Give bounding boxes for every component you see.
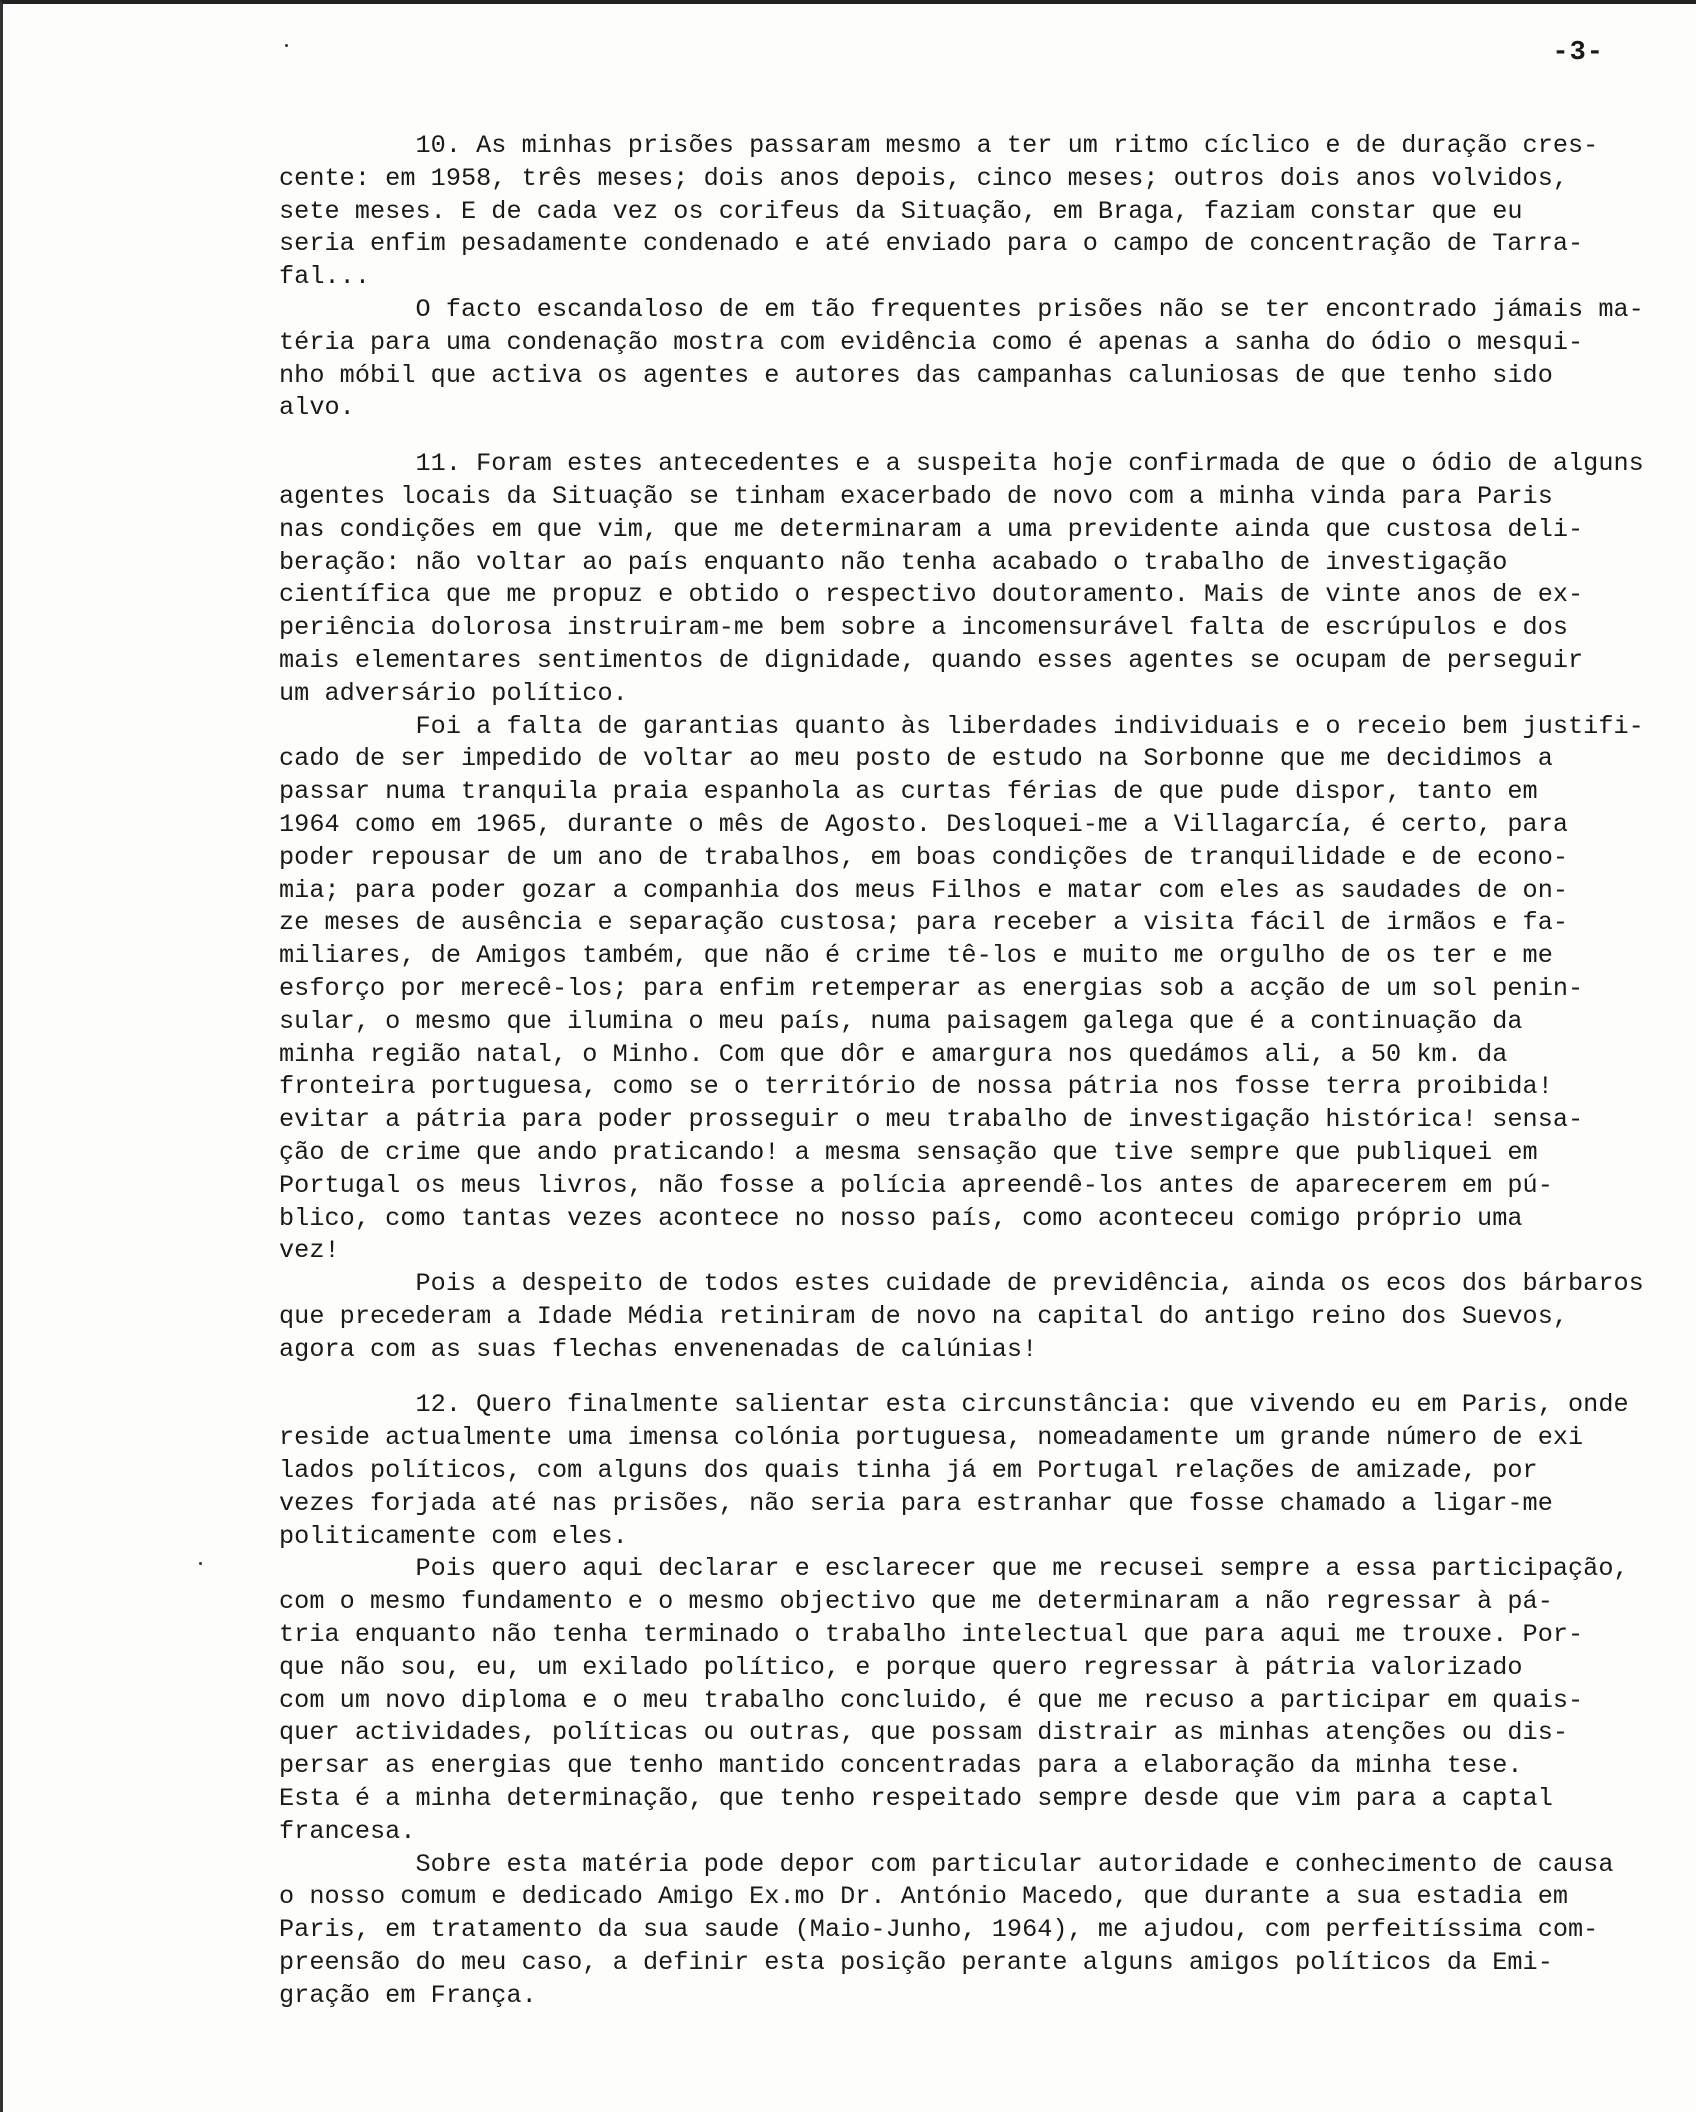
text-line: Pois a despeito de todos estes cuidade de previdência, ainda os ecos dos bárbaros [279,1269,1644,1299]
text-line: Foi a falta de garantias quanto às liberdades individuais e o receio bem justifi- [279,711,1644,741]
text-line: Paris, em tratamento da sua saude (Maio-Junho, 1964), me ajudou, com perfeitíssima com- [279,1915,1599,1945]
text-line: o nosso comum e dedicado Amigo Ex.mo Dr. António Macedo, que durante a sua estadia em [279,1882,1569,1912]
text-line: preensão do meu caso, a definir esta posição perante alguns amigos políticos da Emi- [279,1948,1553,1978]
text-line: Pois quero aqui declarar e esclarecer que me recusei sempre a essa participação, [279,1554,1629,1584]
text-line: nas condições em que vim, que me determinaram a uma previdente ainda que custosa deli- [279,514,1584,544]
text-line: mais elementares sentimentos de dignidade, quando esses agentes se ocupam de perseguir [279,645,1584,675]
paragraph-11-holidays [279,711,1664,1269]
text-line: agora com as suas flechas envenenadas de calúnias! [279,1334,1038,1364]
text-line: reside actualmente uma imensa colónia portuguesa, nomeadamente um grande número de exi [279,1423,1584,1453]
text-line: sular, o mesmo que ilumina o meu país, numa paisagem galega que é a continuação da [279,1006,1523,1036]
paragraph-11 [279,448,1664,710]
text-line: agentes locais da Situação se tinham exacerbado de novo com a minha vinda para Paris [279,481,1553,511]
text-line: miliares, de Amigos também, que não é crime tê-los e muito me orgulho de os ter e me [279,941,1553,971]
text-line: beração: não voltar ao país enquanto não tenha acabado o trabalho de investigação [279,547,1508,577]
text-line: 11. Foram estes antecedentes e a suspeita hoje confirmada de que o ódio de alguns [279,449,1644,479]
text-line: cente: em 1958, três meses; dois anos depois, cinco meses; outros dois anos volvidos, [279,163,1569,193]
scan-speck [199,1562,202,1565]
paragraph-12 [279,1389,1664,1553]
text-line: periência dolorosa instruiram-me bem sobre a incomensurável falta de escrúpulos e dos [279,613,1569,643]
text-line: 1964 como em 1965, durante o mês de Agosto. Desloquei-me a Villagarcía, é certo, para [279,809,1569,839]
text-line: lados políticos, com alguns dos quais tinha já em Portugal relações de amizade, por [279,1456,1538,1486]
text-line: ze meses de ausência e separação custosa; para receber a visita fácil de irmãos e fa- [279,908,1569,938]
text-line: 10. As minhas prisões passaram mesmo a ter um ritmo cíclico e de duração cres- [279,131,1599,160]
text-line: passar numa tranquila praia espanhola as curtas férias de que pude dispor, tanto em [279,777,1538,807]
text-line: téria para uma condenação mostra com evidência como é apenas a sanha do ódio o mesqui- [279,327,1584,357]
text-line: Esta é a minha determinação, que tenho respeitado sempre desde que vim para a captal [279,1784,1553,1814]
text-line: minha região natal, o Minho. Com que dôr e amargura nos quedámos ali, a 50 km. da [279,1039,1508,1069]
text-line: seria enfim pesadamente condenado e até enviado para o campo de concentração de Tarra- [279,229,1584,259]
text-line: com um novo diploma e o meu trabalho concluido, é que me recuso a participar em quais- [279,1685,1584,1715]
text-line: O facto escandaloso de em tão frequentes prisões não se ter encontrado jámais ma- [279,294,1644,324]
text-line: blico, como tantas vezes acontece no nosso país, como aconteceu comigo próprio uma [279,1203,1523,1233]
letter-body [279,130,1664,2013]
text-line: ção de crime que ando praticando! a mesma sensação que tive sempre que publiquei em [279,1137,1538,1167]
text-line: quer actividades, políticas ou outras, que possam distrair as minhas atenções ou dis- [279,1718,1569,1748]
text-line: com o mesmo fundamento e o mesmo objectivo que me determinaram a não regressar à pá- [279,1587,1553,1617]
text-line: mia; para poder gozar a companhia dos meus Filhos e matar com eles as saudades de on- [279,875,1569,905]
text-line: francesa. [279,1816,416,1846]
text-line: esforço por merecê-los; para enfim retemperar as energias sob a acção de um sol penin- [279,973,1584,1003]
text-line: sete meses. E de cada vez os corifeus da Situação, em Braga, faziam constar que eu [279,196,1523,226]
paragraph-10-continued [279,294,1664,425]
text-line: politicamente com eles. [279,1521,628,1551]
text-line: fronteira portuguesa, como se o território de nossa pátria nos fosse terra proibida! [279,1072,1553,1102]
text-line: gração em França. [279,1980,537,2010]
text-line: nho móbil que activa os agentes e autores das campanhas caluniosas de que tenho sido [279,360,1553,390]
text-line: poder repousar de um ano de trabalhos, em boas condições de tranquilidade e de econo- [279,842,1569,872]
paragraph-11-closing [279,1268,1664,1366]
text-line: vezes forjada até nas prisões, não seria para estranhar que fosse chamado a ligar-me [279,1488,1553,1518]
paragraph-12-closing [279,1849,1664,2013]
text-line: que não sou, eu, um exilado político, e porque quero regressar à pátria valorizado [279,1652,1523,1682]
text-line: 12. Quero finalmente salientar esta circunstância: que vivendo eu em Paris, onde [279,1390,1629,1420]
paragraph-12-declaration [279,1553,1664,1848]
text-line: vez! [279,1236,340,1266]
text-line: Portugal os meus livros, não fosse a polícia apreendê-los antes de aparecerem em pú- [279,1170,1553,1200]
text-line: fal... [279,262,370,292]
text-line: cado de ser impedido de voltar ao meu posto de estudo na Sorbonne que me decidimos a [279,744,1553,774]
scan-speck [285,44,288,47]
text-line: persar as energias que tenho mantido concentradas para a elaboração da minha tese. [279,1751,1523,1781]
text-line: científica que me propuz e obtido o respectivo doutoramento. Mais de vinte anos de ex- [279,580,1584,610]
text-line: Sobre esta matéria pode depor com particular autoridade e conhecimento de causa [279,1849,1614,1879]
text-line: alvo. [279,393,355,423]
text-line: evitar a pátria para poder prosseguir o meu trabalho de investigação histórica! sensa- [279,1105,1584,1135]
text-line: tria enquanto não tenha terminado o trabalho intelectual que para aqui me trouxe. Por- [279,1620,1584,1650]
text-line: um adversário político. [279,678,628,708]
page-number: -3- [1552,38,1604,68]
paragraph-10 [279,130,1664,294]
text-line: que precederam a Idade Média retiniram de novo na capital do antigo reino dos Suevos, [279,1301,1569,1331]
